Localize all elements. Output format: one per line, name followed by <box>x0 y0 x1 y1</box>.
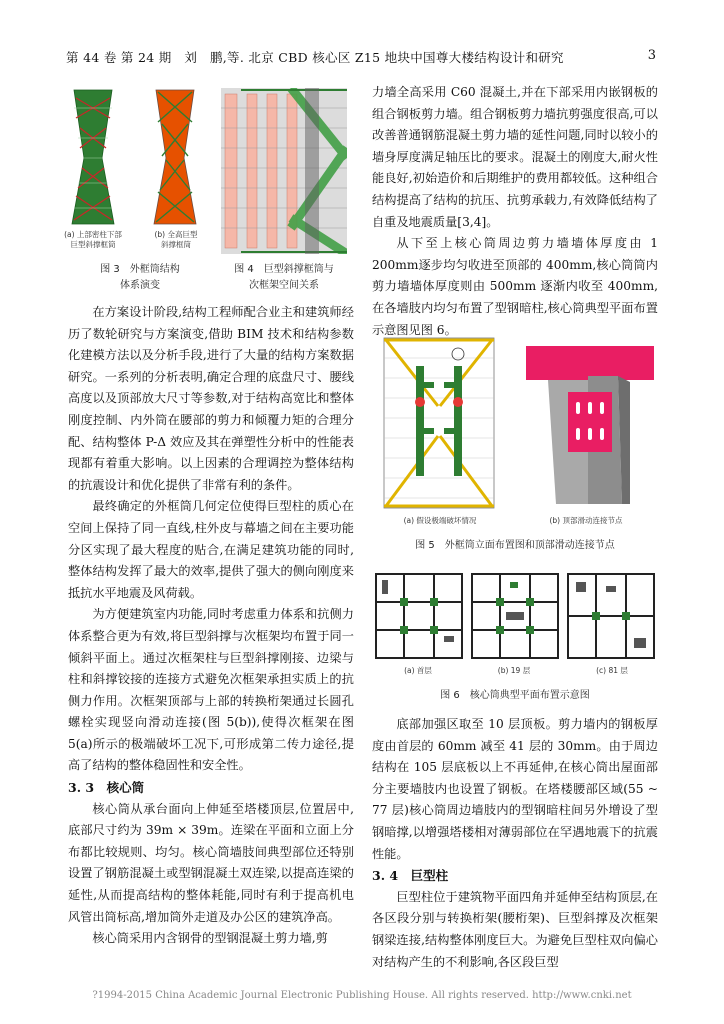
header-journal-title: 第 44 卷 第 24 期 刘 鹏,等. 北京 CBD 核心区 Z15 地块中国尊大楼结构设计和研究 <box>66 50 564 65</box>
right-column-body-bottom <box>372 714 658 973</box>
page-number: 3 <box>647 48 656 63</box>
figure-5a-image <box>382 336 496 510</box>
paragraph: 在方案设计阶段,结构工程师配合业主和建筑师经历了数轮研究与方案演变,借助 BIM 技术和结构参数化建模方法以及分析手段,进行了大量的结构方案数据研究。一系列的分析表明,确定合理的底盘尺寸、腰线高度以及顶部放大尺寸等参数,对于结构高宽比和整体刚度控制、内外筒在腰部的剪力和倾覆力矩的合理分配、结构整体 P-Δ 效应及其在弹塑性分析中的性能表现都有着重大影响。以上因素的合理调控为整体结构的抗震设计和优化提供了非常有利的条件。 <box>68 305 354 492</box>
figure-3b-image <box>150 88 200 226</box>
paragraph: 最终确定的外框筒几何定位使得巨型柱的质心在空间上保持了同一直线,柱外皮与幕墙之间在主要功能分区实现了最大程度的贴合,在满足建筑功能的同时,整体结构发挥了最大的效率,提供了强大的侧向刚度来抵抗水平地震及风荷载。 <box>68 499 354 600</box>
figure-6-caption: 图 6 核心筒典型平面布置示意图 <box>440 690 590 701</box>
figure-4-image <box>221 88 347 254</box>
figure-5a-label: (a) 假设极端破坏情况 <box>403 516 477 525</box>
left-column-body <box>68 302 354 950</box>
figure-3a-image <box>68 88 118 226</box>
figure-4-caption: 图 4 巨型斜撑框筒与 次框架空间关系 <box>234 264 334 291</box>
section-heading-3-4: 3. 4 巨型柱 <box>372 868 449 884</box>
figure-6b-image <box>470 572 560 660</box>
paragraph: 力墙全高采用 C60 混凝土,并在下部采用内嵌钢板的组合钢板剪力墙。组合钢板剪力墙抗剪强度很高,可以改善普通钢筋混凝土剪力墙的延性问题,同时以较小的墙身厚度满足轴压比的要求。混凝土的刚度大,耐火性能良好,初始造价和后期维护的费用都较低。这种组合结构提高了结构的抗压、抗剪承载力,有效降低结构了自重及地震质量[3,4]。 <box>372 85 658 229</box>
figure-3-caption: 图 3 外框筒结构 体系演变 <box>100 264 180 291</box>
paragraph: 核心筒从承台面向上伸延至塔楼顶层,位置居中,底部尺寸约为 39m × 39m。连梁在平面和立面上分布都比较规则、均匀。核心筒墙肢间典型部位还特别设置了钢筋混凝土或型钢混凝土双连梁,以提高连梁的延性,从而提高结构的整体耗能,同时有利于提高机电风管出筒标高,增加筒外走道及办公区的建筑净高。 <box>68 801 354 924</box>
paragraph: 巨型柱位于建筑物平面四角并延伸至结构顶层,在各区段分别与转换桁架(腰桁架)、巨型斜撑及次框架钢梁连接,结构整体刚度巨大。为避免巨型柱双向偏心对结构产生的不利影响,各区段巨型 <box>372 889 658 969</box>
figure-5b-image <box>518 336 654 510</box>
figure-5b-label: (b) 顶部滑动连接节点 <box>549 516 623 525</box>
figure-5-caption: 图 5 外框筒立面布置图和顶部滑动连接节点 <box>415 540 615 551</box>
figure-3b-label: (b) 全高巨型 斜撑框筒 <box>154 230 198 249</box>
running-header <box>66 48 656 70</box>
figure-6a-image <box>374 572 464 660</box>
paragraph: 为方便建筑室内功能,同时考虑重力体系和抗侧力体系整合更为有效,将巨型斜撑与次框架均布置于同一倾斜平面上。通过次框架柱与巨型斜撑刚接、边梁与柱和斜撑铰接的连接方式避免次框架承担实质上的抗侧力作用。次框架顶部与上部的转换桁架通过长圆孔螺栓实现竖向滑动连接(图 5(b)),使得次框架在图 5(a)所示的极端破坏工况下,可形成第二传力途径,提高了结构的整体稳固性和安全性。 <box>68 607 354 773</box>
paragraph: 核心筒采用内含钢骨的型钢混凝土剪力墙,剪 <box>92 931 328 946</box>
copyright-footer: ?1994-2015 China Academic Journal Electronic Publishing House. All rights reserved. http://www.cnki.net <box>92 990 632 1001</box>
section-heading-3-3: 3. 3 核心筒 <box>68 780 145 796</box>
figure-6a-label: (a) 首层 <box>404 666 432 675</box>
paragraph: 从下至上核心筒周边剪力墙墙体厚度由 1 200mm逐步均匀收进至顶部的 400mm,核心筒筒内剪力墙墙体厚度则由 500mm 逐渐内收至 400mm,在各墙肢内均匀布置了型钢暗柱,核心筒典型平面布置示意图见图 6。 <box>372 236 658 337</box>
figure-6b-label: (b) 19 层 <box>497 666 531 675</box>
figure-6c-label: (c) 81 层 <box>596 666 628 675</box>
figure-6c-image <box>566 572 656 660</box>
figure-3a-label: (a) 上部密柱下部 巨型斜撑框筒 <box>64 230 122 249</box>
paragraph: 底部加强区取至 10 层顶板。剪力墙内的钢板厚度由首层的 60mm 减至 41 层的 30mm。由于周边结构在 105 层底板以上不再延伸,在核心筒出屋面部分主要墙肢内也设置了钢板。在塔楼腰部区域(55 ~ 77 层)核心筒周边墙肢内的型钢暗柱间另外增设了型钢暗撑,以增强塔楼相对薄弱部位在罕遇地震下的抗震性能。 <box>372 717 658 861</box>
right-column-body-top <box>372 82 658 341</box>
